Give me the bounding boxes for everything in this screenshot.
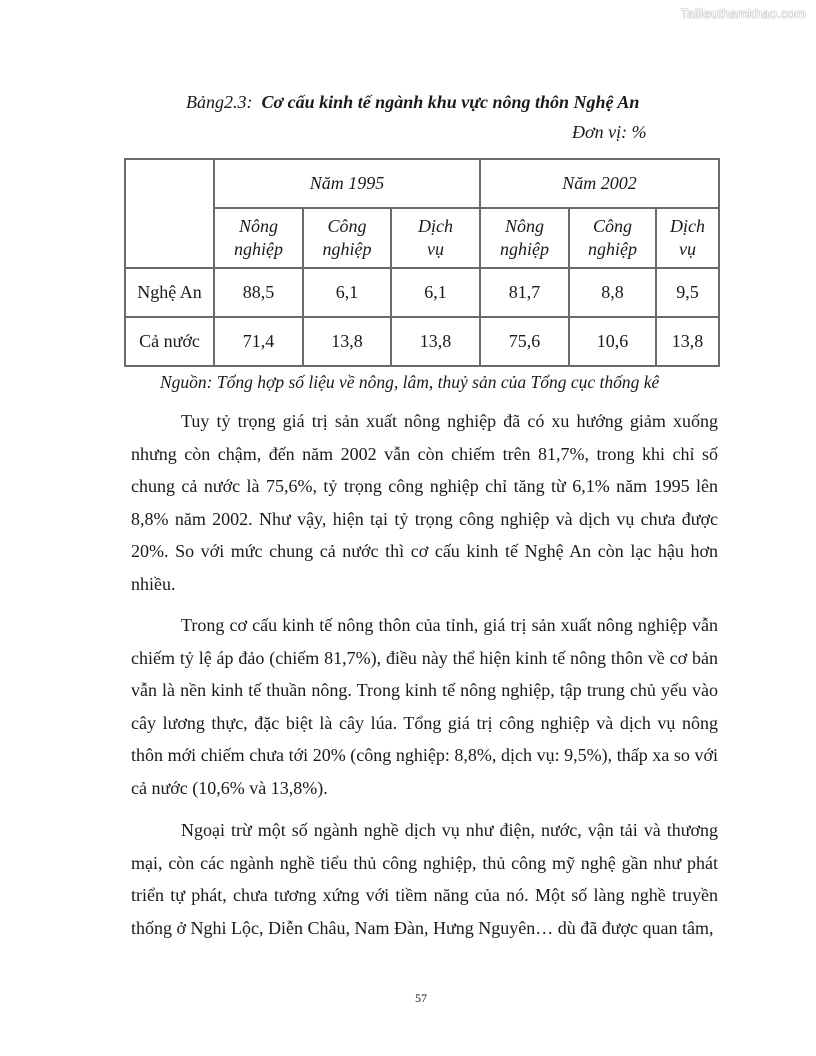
table-cell: 88,5 <box>214 268 303 317</box>
table-subheader-cell <box>391 208 480 268</box>
table-subheader-cell <box>303 208 391 268</box>
paragraph-text: Tuy tỷ trọng giá trị sản xuất nông nghiệp đã có xu hướng giảm xuống nhưng còn chậm, đến năm 2002 vẫn còn chiếm trên 81,7%, trong khi chỉ số chung cả nước là 75,6%, tỷ trọng công nghiệp chỉ tăng từ 6,1% năm 1995 lên 8,8% năm 2002. Như vậy, hiện tại tỷ trọng công nghiệp và dịch vụ chưa được 20%. So với mức chung cả nước thì cơ cấu kinh tế Nghệ An còn lạc hậu hơn nhiều. <box>131 411 718 594</box>
subheader-line: Nông <box>238 216 278 236</box>
subheader-line: nghiệp <box>588 239 637 259</box>
table-cell: 13,8 <box>656 317 719 366</box>
subheader-line: Nông <box>504 216 544 236</box>
table-unit: Đơn vị: % <box>572 122 647 142</box>
subheader-line: vụ <box>679 239 696 259</box>
subheader-line: Dịch <box>418 216 453 236</box>
table-cell: 75,6 <box>480 317 569 366</box>
subheader-line: nghiệp <box>234 239 283 259</box>
table-caption-title: Cơ cấu kinh tế ngành khu vực nông thôn Nghệ An <box>261 92 640 112</box>
table-cell: 13,8 <box>391 317 480 366</box>
data-table <box>124 158 720 367</box>
watermark: Tailieuthamkhao.com <box>680 6 806 21</box>
row-label: Cả nước <box>125 317 214 366</box>
paragraph-text: Ngoại trừ một số ngành nghề dịch vụ như điện, nước, vận tải và thương mại, còn các ngành nghề tiểu thủ công nghiệp, thủ công mỹ nghệ gần như phát triển tự phát, chưa tương xứng với tiềm năng của nó. Một số làng nghề truyền thống ở Nghi Lộc, Diễn Châu, Nam Đàn, Hưng Nguyên… dù đã được quan tâm, <box>131 820 718 938</box>
table-cell: 13,8 <box>303 317 391 366</box>
paragraph-text: Trong cơ cấu kinh tế nông thôn của tỉnh, giá trị sản xuất nông nghiệp vẫn chiếm tỷ lệ áp đảo (chiếm 81,7%), điều này thể hiện kinh tế nông thôn về cơ bản vẫn là nền kinh tế thuần nông. Trong kinh tế nông nghiệp, tập trung chủ yếu vào cây lương thực, đặc biệt là cây lúa. Tổng giá trị công nghiệp và dịch vụ nông thôn mới chiếm chưa tới 20% (công nghiệp: 8,8%, dịch vụ: 9,5%), thấp xa so với cả nước (10,6% và 13,8%). <box>131 615 718 798</box>
table-cell: 6,1 <box>303 268 391 317</box>
table-subheader-cell <box>480 208 569 268</box>
table-year-header: Năm 2002 <box>480 159 719 208</box>
table-subheader-cell <box>569 208 656 268</box>
paragraph <box>131 405 718 601</box>
paragraph <box>131 609 718 805</box>
subheader-line: nghiệp <box>322 239 372 259</box>
table-cell: 6,1 <box>391 268 480 317</box>
table-row <box>125 268 719 317</box>
row-label: Nghệ An <box>125 268 214 317</box>
page-number: 57 <box>415 991 427 1005</box>
subheader-line: Công <box>592 216 632 236</box>
subheader-line: nghiệp <box>500 239 549 259</box>
paragraph <box>131 814 718 944</box>
table-year-header: Năm 1995 <box>214 159 480 208</box>
table-subheader-cell <box>214 208 303 268</box>
table-subheader-cell <box>656 208 719 268</box>
table-subheader-row <box>125 208 719 268</box>
table-caption <box>186 92 639 113</box>
table-corner-cell <box>125 159 214 268</box>
subheader-line: Dịch <box>670 216 705 236</box>
table-cell: 10,6 <box>569 317 656 366</box>
table-cell: 9,5 <box>656 268 719 317</box>
subheader-line: Công <box>327 216 367 236</box>
table-cell: 71,4 <box>214 317 303 366</box>
table-row <box>125 317 719 366</box>
table-source: Nguồn: Tổng hợp số liệu về nông, lâm, thuỷ sản của Tổng cục thống kê <box>160 372 660 392</box>
table-header-row <box>125 159 719 208</box>
table-cell: 8,8 <box>569 268 656 317</box>
subheader-line: vụ <box>427 239 444 259</box>
table-caption-prefix: Bảng2.3: <box>186 92 253 112</box>
table-cell: 81,7 <box>480 268 569 317</box>
